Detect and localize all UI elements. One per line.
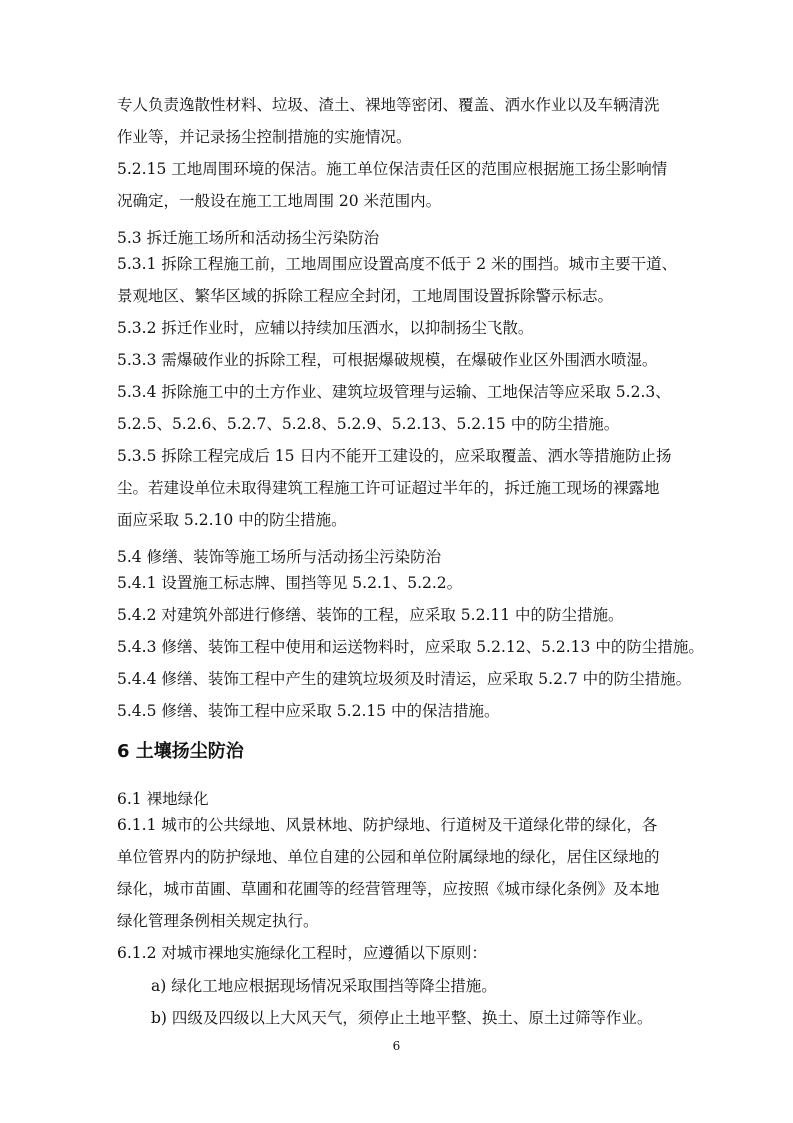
text-line: 5.3.2 拆迁作业时，应辅以持续加压洒水，以抑制扬尘飞散。 [117, 319, 534, 337]
text-line: 5.3.1 拆除工程施工前，工地周围应设置高度不低于 2 米的围挡。城市主要干道、 [117, 255, 678, 273]
list-item-b: b) 四级及四级以上大风天气，须停止土地平整、换土、原土过筛等作业。 [151, 1009, 653, 1027]
text-line: 5.2.5、5.2.6、5.2.7、5.2.8、5.2.9、5.2.13、5.2.15 中的防尘措施。 [117, 415, 620, 433]
section-heading-5-4: 5.4 修缮、装饰等施工场所与活动扬尘污染防治 [117, 548, 442, 566]
section-heading-6-1: 6.1 裸地绿化 [117, 790, 209, 808]
list-item-a: a) 绿化工地应根据现场情况采取围挡等降尘措施。 [151, 977, 497, 995]
text-line: 单位管界内的防护绿地、单位自建的公园和单位附属绿地的绿化，居住区绿地的 [117, 848, 660, 866]
text-line: 作业等，并记录扬尘控制措施的实施情况。 [117, 128, 412, 146]
page-number: 6 [392, 1039, 401, 1053]
text-line: 5.4.1 设置施工标志牌、围挡等见 5.2.1、5.2.2。 [117, 574, 463, 592]
text-line: 5.3.5 拆除工程完成后 15 日内不能开工建设的，应采取覆盖、洒水等措施防止扬 [117, 447, 672, 465]
text-line: 6.1.2 对城市裸地实施绿化工程时，应遵循以下原则： [117, 944, 487, 962]
text-line: 5.4.3 修缮、装饰工程中使用和运送物料时，应采取 5.2.12、5.2.13 中的防尘措施。 [117, 638, 704, 656]
text-line: 5.4.4 修缮、装饰工程中产生的建筑垃圾须及时清运，应采取 5.2.7 中的防尘措施。 [117, 670, 692, 688]
text-line: 5.2.15 工地周围环境的保洁。施工单位保洁责任区的范围应根据施工扬尘影响情 [117, 160, 668, 178]
text-line: 况确定，一般设在施工工地周围 20 米范围内。 [117, 192, 442, 210]
text-line: 绿化，城市苗圃、草圃和花圃等的经营管理等，应按照《城市绿化条例》及本地 [117, 880, 660, 898]
text-line: 5.3.4 拆除施工中的土方作业、建筑垃圾管理与运输、工地保洁等应采取 5.2.3、 [117, 383, 671, 401]
text-line: 绿化管理条例相关规定执行。 [117, 912, 319, 930]
text-line: 5.4.2 对建筑外部进行修缮、装饰的工程，应采取 5.2.11 中的防尘措施。 [117, 606, 624, 624]
text-line: 5.3.3 需爆破作业的拆除工程，可根据爆破规模，在爆破作业区外围洒水喷湿。 [117, 351, 658, 369]
text-line: 专人负责逸散性材料、垃圾、渣土、裸地等密闭、覆盖、洒水作业以及车辆清洗 [117, 96, 660, 114]
text-line: 景观地区、繁华区域的拆除工程应全封闭，工地周围设置拆除警示标志。 [117, 287, 614, 305]
section-heading-5-3: 5.3 拆迁施工场所和活动扬尘污染防治 [117, 229, 380, 247]
text-line: 5.4.5 修缮、装饰工程中应采取 5.2.15 中的保洁措施。 [117, 702, 500, 720]
text-line: 6.1.1 城市的公共绿地、风景林地、防护绿地、行道树及干道绿化带的绿化，各 [117, 816, 658, 834]
chapter-heading: 6 土壤扬尘防治 [117, 741, 244, 762]
text-line: 尘。若建设单位未取得建筑工程施工许可证超过半年的，拆迁施工现场的裸露地 [117, 479, 660, 497]
text-line: 面应采取 5.2.10 中的防尘措施。 [117, 511, 347, 529]
